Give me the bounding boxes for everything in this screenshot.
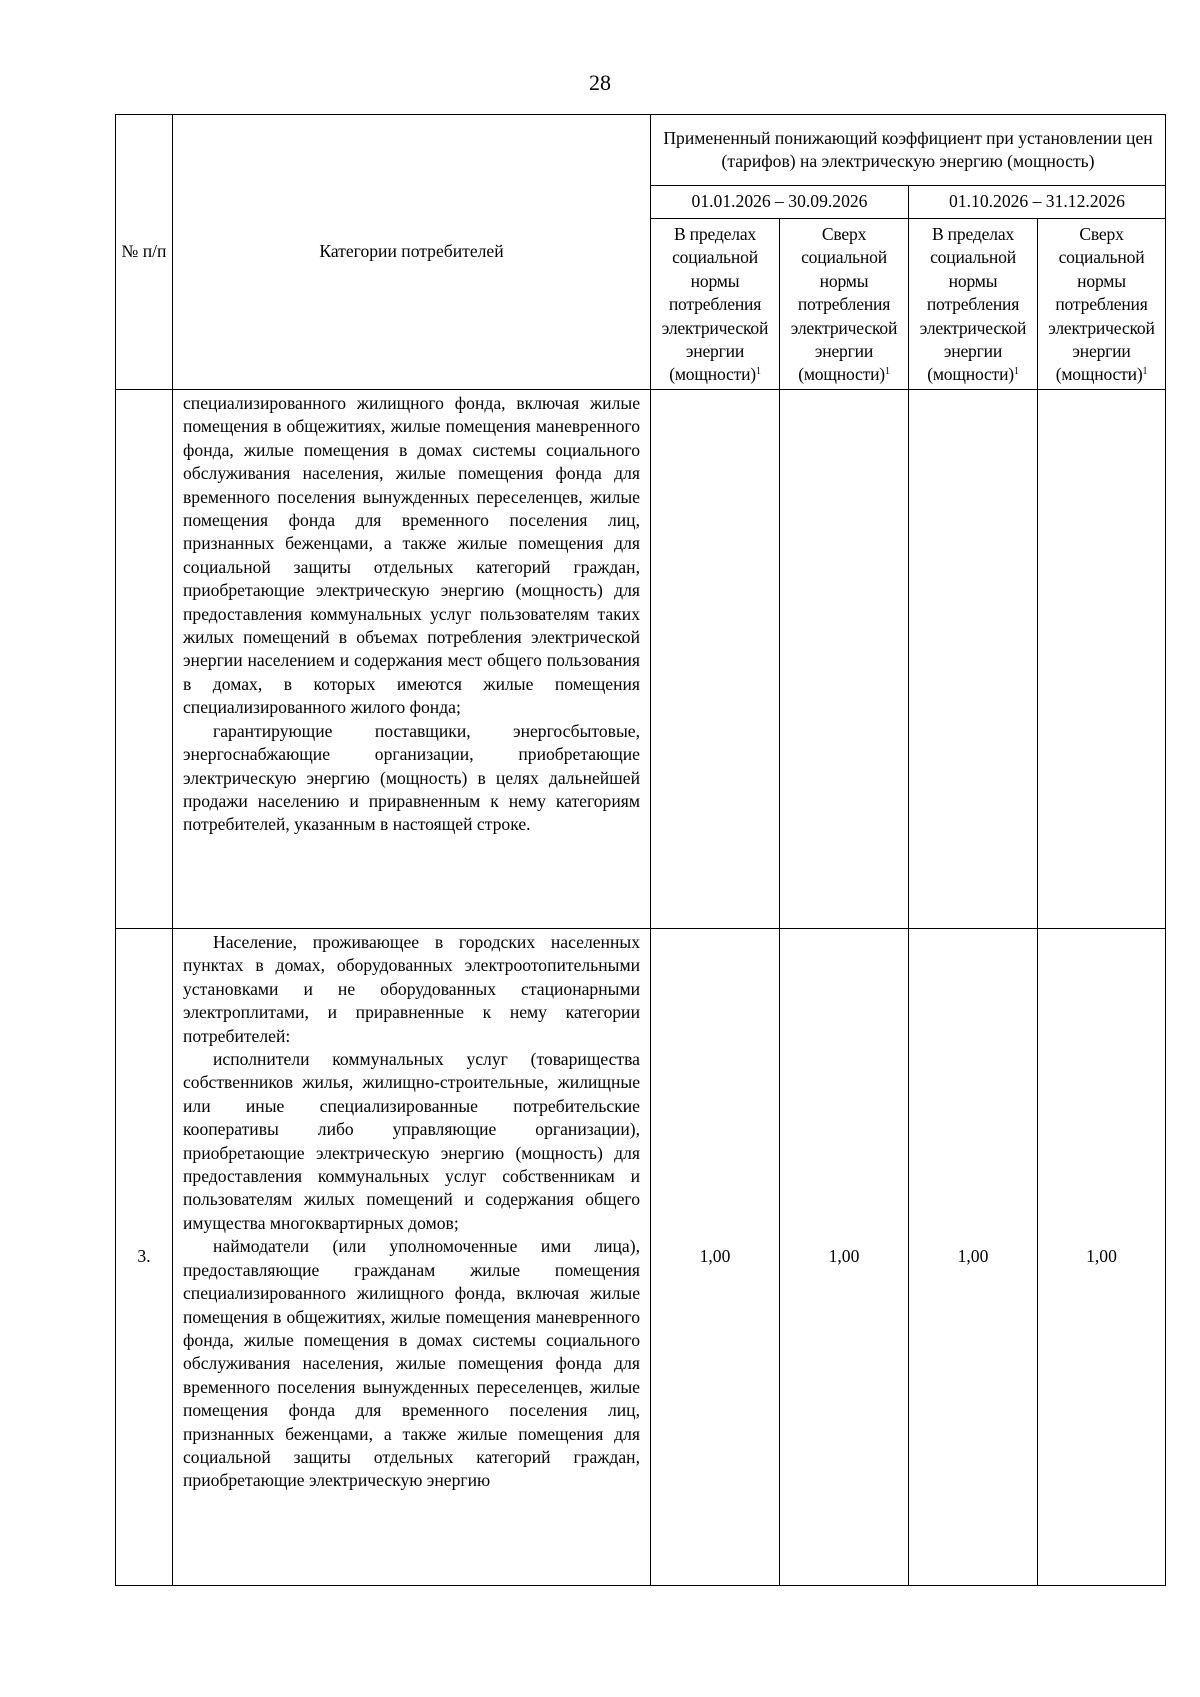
header-category-cell xyxy=(173,115,651,390)
header-p1-above-norm xyxy=(780,219,909,390)
row-category xyxy=(173,390,651,929)
header-row-1 xyxy=(116,115,1166,186)
header-p1-above-norm-text: Сверх социальной нормы потребления электрической энергии (мощности) xyxy=(790,224,898,385)
category-paragraph: Население, проживающее в городских населенных пунктах в домах, оборудованных электроотопительными установками и не оборудованных стационарными электроплитами, и приравненные к нему категории потребителей: xyxy=(183,932,640,1046)
header-p1-within-norm-text: В пределах социальной нормы потребления электрической энергии (мощности) xyxy=(661,224,769,385)
row-value: 1,00 xyxy=(780,929,909,1586)
header-coefficient-title: Примененный понижающий коэффициент при установлении цен (тарифов) на электрическую энергию (мощность) xyxy=(651,115,1166,186)
row-num xyxy=(116,390,173,929)
header-p2-within-norm-text: В пределах социальной нормы потребления электрической энергии (мощности) xyxy=(919,224,1027,385)
page-number: 28 xyxy=(589,70,611,95)
category-paragraph: наймодатели (или уполномоченные ими лица), предоставляющие гражданам жилые помещения специализированного жилищного фонда, включая жилые помещения в общежитиях, жилые помещения маневренного фонда, жилые помещения в домах системы социального обслуживания населения, жилые помещения фонда для временного поселения вынужденных переселенцев, жилые помещения фонда для временного поселения лиц, признанных беженцами, а также жилые помещения для социальной защиты отдельных категорий граждан, приобретающие электрическую энергию xyxy=(183,1236,640,1491)
header-p1-within-norm xyxy=(651,219,780,390)
table-row xyxy=(116,929,1166,1586)
category-paragraph: исполнители коммунальных услуг (товарищества собственников жилья, жилищно-строительные, жилищные или иные специализированные потребительские кооперативы либо управляющие организации), приобретающие электрическую энергию (мощность) для предоставления коммунальных услуг собственникам и пользователям жилых помещений и содержания общего имущества многоквартирных домов; xyxy=(183,1049,640,1233)
row-value xyxy=(909,390,1038,929)
row-category xyxy=(173,929,651,1586)
row-value xyxy=(651,390,780,929)
category-paragraph: специализированного жилищного фонда, включая жилые помещения в общежитиях, жилые помещения маневренного фонда, жилые помещения в домах системы социального обслуживания населения, жилые помещения фонда для временного поселения вынужденных переселенцев, жилые помещения фонда для временного поселения лиц, признанных беженцами, а также жилые помещения для социальной защиты отдельных категорий граждан, приобретающие электрическую энергию (мощность) для предоставления коммунальных услуг пользователям таких жилых помещений в объемах потребления электрической энергии населением и содержания мест общего пользования в домах, в которых имеются жилые помещения специализированного жилого фонда; xyxy=(183,393,640,718)
row-value: 1,00 xyxy=(1038,929,1166,1586)
footnote-mark: 1 xyxy=(1013,366,1019,378)
footnote-mark: 1 xyxy=(884,366,890,378)
row-value xyxy=(780,390,909,929)
header-num-label: № п/п xyxy=(121,241,167,262)
footnote-mark: 1 xyxy=(1142,366,1148,378)
row-value xyxy=(1038,390,1166,929)
header-p2-above-norm xyxy=(1038,219,1166,390)
table-row xyxy=(116,390,1166,929)
header-period-1: 01.01.2026 – 30.09.2026 xyxy=(651,186,909,219)
header-num-cell xyxy=(116,115,173,390)
row-num: 3. xyxy=(116,929,173,1586)
row-value: 1,00 xyxy=(909,929,1038,1586)
footnote-mark: 1 xyxy=(755,366,761,378)
tariff-table xyxy=(115,114,1166,1586)
header-category-label: Категории потребителей xyxy=(319,241,504,262)
category-paragraph: гарантирующие поставщики, энергосбытовые, энергоснабжающие организации, приобретающие электрическую энергию (мощность) в целях дальнейшей продажи населению и приравненным к нему категориям потребителей, указанным в настоящей строке. xyxy=(183,720,640,835)
header-p2-within-norm xyxy=(909,219,1038,390)
header-p2-above-norm-text: Сверх социальной нормы потребления электрической энергии (мощности) xyxy=(1048,224,1155,385)
row-value: 1,00 xyxy=(651,929,780,1586)
header-period-2: 01.10.2026 – 31.12.2026 xyxy=(909,186,1166,219)
